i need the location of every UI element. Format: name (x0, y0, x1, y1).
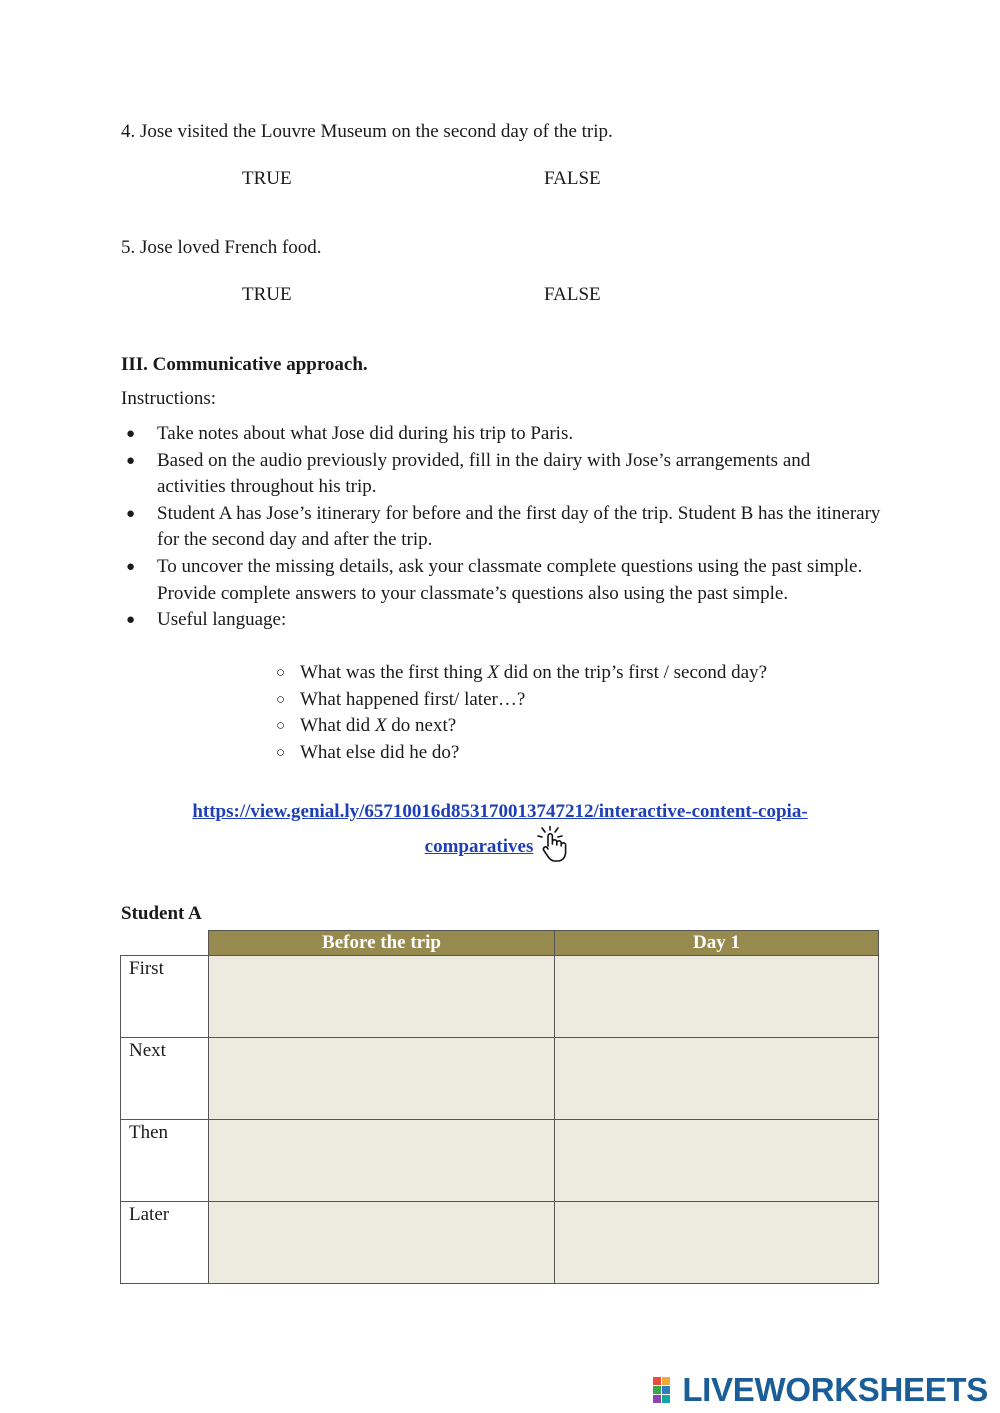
q4-true-option[interactable]: TRUE (242, 168, 292, 189)
answer-cell[interactable] (555, 1038, 879, 1120)
useful-language-list (276, 660, 767, 766)
q5-true-option[interactable]: TRUE (242, 284, 292, 305)
list-item: ● Useful language: (121, 607, 881, 634)
circle-bullet-icon: ○ (276, 691, 286, 708)
q4-false-option[interactable]: FALSE (544, 168, 601, 189)
table-row (121, 1120, 879, 1202)
bullet-icon: ● (126, 505, 136, 522)
row-label: Then (121, 1120, 209, 1202)
answer-cell[interactable] (555, 956, 879, 1038)
bullet-icon: ● (126, 452, 136, 469)
bullet-icon: ● (126, 558, 136, 575)
table-row (121, 1038, 879, 1120)
answer-cell[interactable] (555, 1120, 879, 1202)
useful-language-item: ○ What else did he do? (276, 740, 767, 767)
bullet-icon: ● (126, 426, 136, 442)
bullet-icon: ● (126, 612, 136, 629)
link-line-2[interactable]: comparatives (424, 835, 534, 857)
table-row (121, 956, 879, 1038)
instruction-list (121, 421, 881, 634)
row-label: Next (121, 1038, 209, 1120)
link-line-1[interactable]: https://view.genial.ly/65710016d853170013747212/interactive-content-copia- (192, 801, 808, 822)
liveworksheets-logo (653, 1372, 988, 1408)
section-heading: III. Communicative approach. (121, 354, 368, 375)
pointing-hand-icon[interactable] (535, 826, 575, 871)
useful-language-item: ○ What happened first/ later…? (276, 687, 767, 714)
row-label: First (121, 956, 209, 1038)
itinerary-table (120, 930, 879, 1284)
answer-cell[interactable] (209, 956, 555, 1038)
row-label: Later (121, 1202, 209, 1284)
circle-bullet-icon: ○ (276, 718, 286, 735)
corner-cell (121, 931, 209, 956)
instructions-label: Instructions: (121, 388, 216, 409)
column-header-day1: Day 1 (555, 931, 879, 956)
q5-false-option[interactable]: FALSE (544, 284, 601, 305)
logo-text: LIVEWORKSHEETS (682, 1371, 988, 1408)
column-header-before: Before the trip (209, 931, 555, 956)
list-item: ● Student A has Jose’s itinerary for before and the first day of the trip. Student B has the itinerary for the second day and after the trip. (126, 502, 881, 551)
circle-bullet-icon: ○ (276, 665, 286, 681)
answer-cell[interactable] (209, 1038, 555, 1120)
list-item: ● Based on the audio previously provided, fill in the dairy with Jose’s arrangements and activities throughout his trip. (126, 449, 811, 498)
circle-bullet-icon: ○ (276, 744, 286, 761)
question-4: 4. Jose visited the Louvre Museum on the second day of the trip. (121, 121, 613, 142)
table-title: Student A (121, 903, 202, 924)
list-item: ● Take notes about what Jose did during his trip to Paris. (121, 421, 881, 448)
useful-language-item: ○ What was the first thing X did on the trip’s first / second day? (276, 660, 767, 687)
answer-cell[interactable] (209, 1202, 555, 1284)
answer-cell[interactable] (209, 1120, 555, 1202)
liveworksheets-logo-icon (653, 1377, 679, 1403)
genially-link[interactable] (121, 799, 879, 870)
answer-cell[interactable] (555, 1202, 879, 1284)
question-5: 5. Jose loved French food. (121, 237, 322, 258)
list-item: ● To uncover the missing details, ask your classmate complete questions using the past simple. Provide complete answers to your classmate’s questions also using the past simple. (126, 555, 863, 604)
table-row (121, 1202, 879, 1284)
useful-language-item: ○ What did X do next? (276, 713, 767, 740)
